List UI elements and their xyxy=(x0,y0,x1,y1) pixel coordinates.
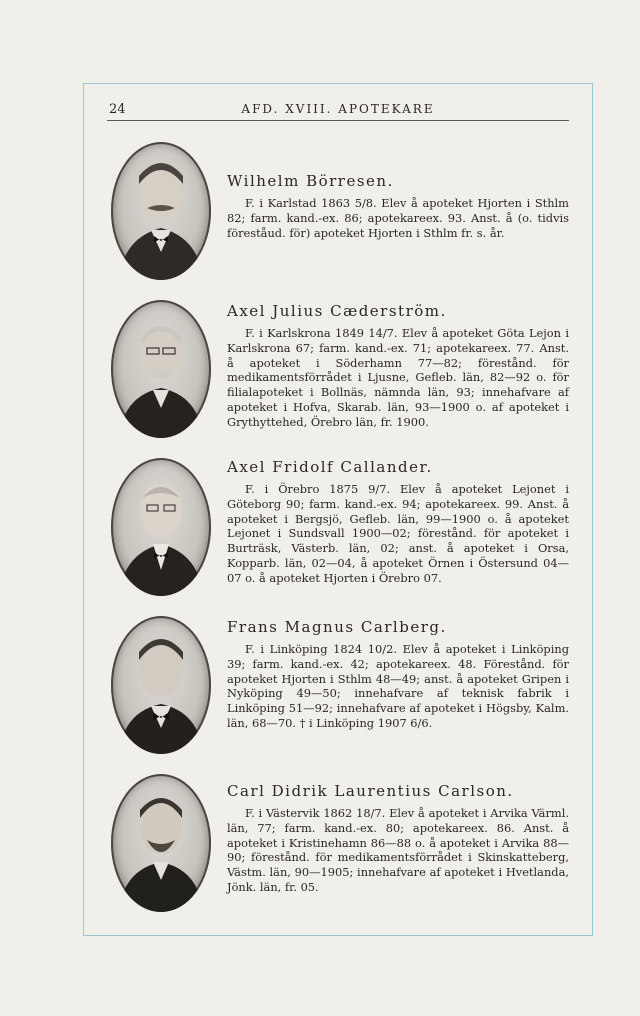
person-name: Wilhelm Börresen. xyxy=(227,172,394,190)
biography xyxy=(227,782,569,895)
portrait-photo xyxy=(111,142,211,280)
person-name: Axel Fridolf Callander. xyxy=(227,458,433,476)
page-header xyxy=(107,100,569,121)
biography-text: F. i Karlskrona 1849 14/7. Elev å apoteket Göta Lejon i Karlskrona 67; farm. kand.-ex. 71; apotekareex. 77. Anst. å apoteket i Söderhamn 77—82; förestånd. för medikamentsförrådet i Ljusne, Gefleb. län, 82—92 o. för filialapoteket i Bollnäs, nämnda län, 93; innehafvare af apoteket i Hofva, Skarab. län, 93—1900 o. af apoteket i Grythyttehed, Örebro län, fr. 1900. xyxy=(227,326,569,429)
person-name: Axel Julius Cæderström. xyxy=(227,302,447,320)
biography xyxy=(227,302,569,430)
person-name: Carl Didrik Laurentius Carlson. xyxy=(227,782,514,800)
portrait-photo xyxy=(111,616,211,754)
portrait-photo xyxy=(111,300,211,438)
biography-text: F. i Karlstad 1863 5/8. Elev å apoteket Hjorten i Sthlm 82; farm. kand.-ex. 86; apotekareex. 93. Anst. å (o. tidvis föreståud. för) apoteket Hjorten i Sthlm fr. s. år. xyxy=(227,196,569,240)
portrait-photo xyxy=(111,774,211,912)
biography xyxy=(227,458,569,586)
running-head: AFD. XVIII. APOTEKARE xyxy=(241,102,435,116)
biography-text: F. i Örebro 1875 9/7. Elev å apoteket Lejonet i Göteborg 90; farm. kand.-ex. 94; apotekareex. 99. Anst. å apoteket i Bergsjö, Gefleb. län, 99—1900 o. å apoteket Lejonet i Sundsvall 1900—02; förestånd. för apoteket i Burträsk, Västerb. län, 02; anst. å apoteket i Orsa, Kopparb. län, 02—04, å apoteket Örnen i Östersund 04—07 o. å apoteket Hjorten i Örebro 07. xyxy=(227,482,569,585)
biography xyxy=(227,172,569,240)
page-number: 24 xyxy=(109,102,126,117)
biography xyxy=(227,618,569,731)
portrait-photo xyxy=(111,458,211,596)
person-name: Frans Magnus Carlberg. xyxy=(227,618,447,636)
biography-text: F. i Västervik 1862 18/7. Elev å apoteket i Arvika Värml. län, 77; farm. kand.-ex. 80; apotekareex. 86. Anst. å apoteket i Kristinehamn 86—88 o. å apoteket i Arvika 88—90; förestånd. för medikamentsförrådet i Skinskatteberg, Västm. län, 90—1905; innehafvare af apoteket i Hvetlanda, Jönk. län, fr. 05. xyxy=(227,806,569,894)
biography-text: F. i Linköping 1824 10/2. Elev å apoteket i Linköping 39; farm. kand.-ex. 42; apotekareex. 48. Förestånd. för apoteket Hjorten i Sthlm 48—49; anst. å apoteket Gripen i Nyköping 49—50; innehafvare af teknisk fabrik i Linköping 51—92; innehafvare af apoteket i Högsby, Kalm. län, 68—70. † i Linköping 1907 6/6. xyxy=(227,642,569,730)
